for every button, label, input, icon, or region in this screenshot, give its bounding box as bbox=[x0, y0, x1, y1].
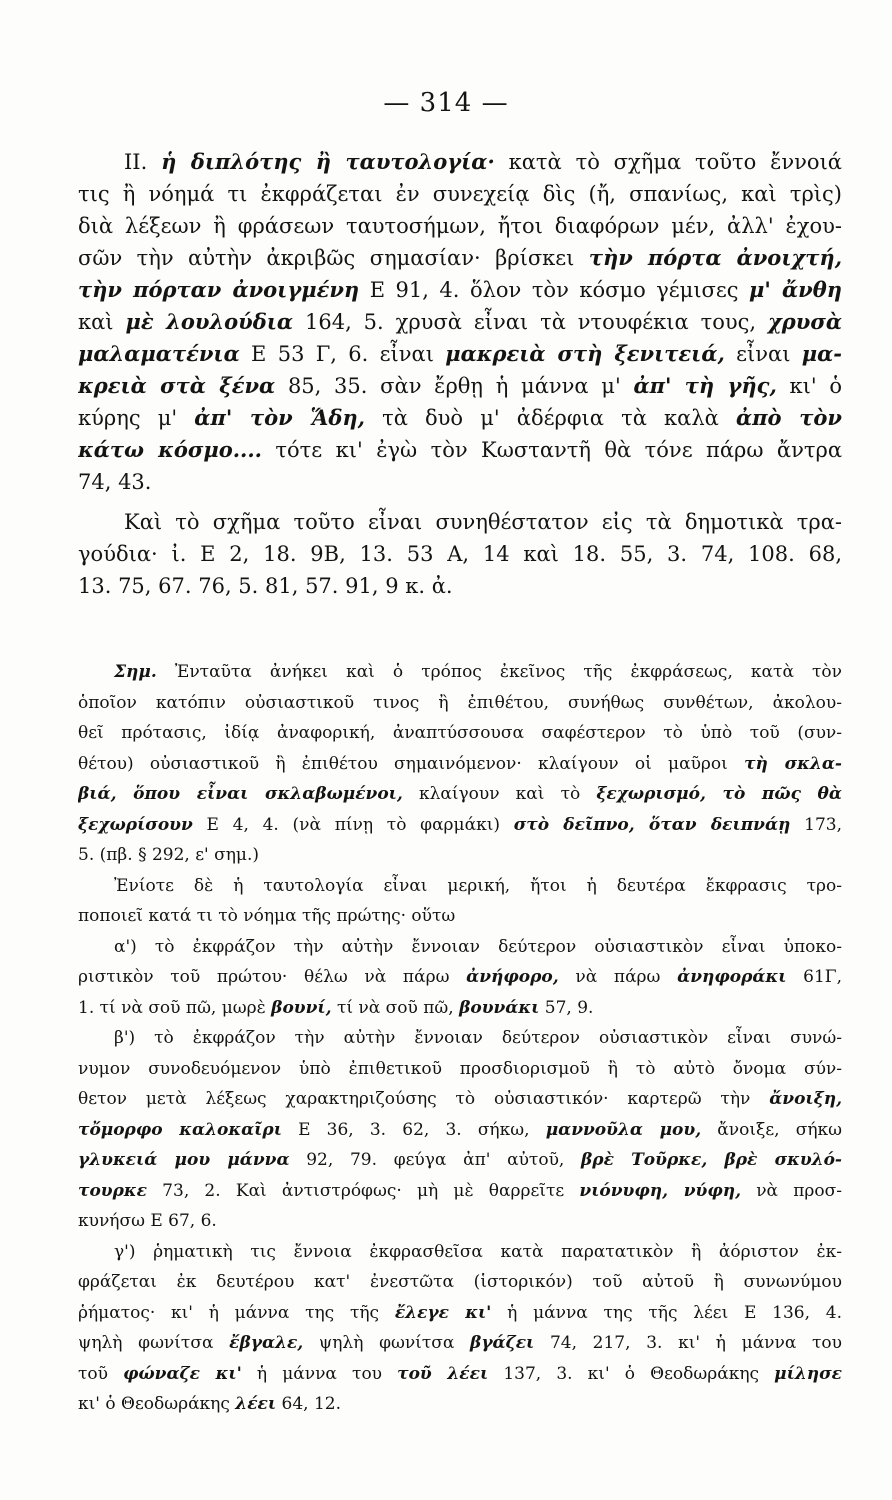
note-line: βιά, ὅπου εἶναι σκλαβωμένοι, κλαίγουν καὶ τὸ ξεχωρισμό, τὸ πῶς θὰ bbox=[78, 784, 842, 804]
note-line: ψηλὴ φωνίτσα ἔβγαλε, ψηλὴ φωνίτσα βγάζει 74, 217, 3. κι' ἡ μάννα του bbox=[78, 1333, 842, 1353]
note-line: ριστικὸν τοῦ πρώτου· θέλω νὰ πάρω ἀνήφορο, νὰ πάρω ἀνηφοράκι 61Γ, bbox=[78, 967, 842, 987]
text-line: τὴν πόρταν ἀνοιγμένη Ε 91, 4. ὅλον τὸν κόσμο γέμισες μ' ἄνθη bbox=[78, 277, 842, 302]
note-line: φράζεται ἐκ δευτέρου κατ' ἐνεστῶτα (ἱστορικόν) τοῦ αὐτοῦ ἢ συνωνύμου bbox=[78, 1272, 842, 1292]
text-line: γούδια· ἰ. Ε 2, 18. 9Β, 13. 53 Α, 14 καὶ 18. 55, 3. 74, 108. 68, bbox=[78, 542, 842, 566]
text-line: Καὶ τὸ σχῆμα τοῦτο εἶναι συνηθέστατον εἰς τὰ δημοτικὰ τρα- bbox=[124, 510, 842, 534]
note-line: ξεχωρίσουν Ε 4, 4. (νὰ πίνῃ τὸ φαρμάκι) στὸ δεῖπνο, ὅταν δειπνάῃ 173, bbox=[78, 814, 842, 835]
note-line: α') τὸ ἐκφράζον τὴν αὐτὴν ἔννοιαν δεύτερον οὐσιαστικὸν εἶναι ὑποκο- bbox=[114, 936, 842, 957]
text-line: τις ἢ νόημά τι ἐκφράζεται ἐν συνεχείᾳ δὶς (ἤ, σπανίως, καὶ τρὶς) bbox=[78, 182, 842, 206]
text-line: II. ἡ διπλότης ἢ ταυτολογία· κατὰ τὸ σχῆμα τοῦτο ἔννοιά bbox=[124, 149, 842, 174]
note-line: θετον μετὰ λέξεως χαρακτηριζούσης τὸ οὐσιαστικόν· καρτερῶ τὴν ἄνοιξη, bbox=[78, 1089, 842, 1109]
note-line: θεῖ πρότασις, ἰδίᾳ ἀναφορική, ἀναπτύσσουσα σαφέστερον τὸ ὑπὸ τοῦ (συν- bbox=[78, 723, 842, 743]
note-line: ὁποῖον κατόπιν οὐσιαστικοῦ τινος ἢ ἐπιθέτου, συνήθως συνθέτων, ἀκολου- bbox=[78, 692, 842, 713]
note-line: β') τὸ ἐκφράζον τὴν αὐτὴν ἔννοιαν δεύτερον οὐσιαστικὸν εἶναι συνώ- bbox=[114, 1028, 842, 1048]
text-line: κάτω κόσμο.... τότε κι' ἐγὼ τὸν Κωσταντῆ θὰ τόνε πάρω ἄντρα bbox=[78, 437, 842, 462]
text-line: κρειὰ στὰ ξένα 85, 35. σὰν ἔρθῃ ἡ μάννα μ' ἀπ' τὴ γῆς, κι' ὁ bbox=[78, 373, 842, 398]
text-line: σῶν τὴν αὐτὴν ἀκριβῶς σημασίαν· βρίσκει τὴν πόρτα ἀνοιχτή, bbox=[78, 245, 842, 270]
note-line: 1. τί νὰ σοῦ πῶ, μωρὲ βουνί, τί νὰ σοῦ πῶ, βουνάκι 57, 9. bbox=[78, 997, 594, 1018]
note-line: κυνήσω Ε 67, 6. bbox=[78, 1211, 217, 1231]
note-line: γλυκειά μου μάννα 92, 79. φεύγα ἀπ' αὐτοῦ, βρὲ Τοῦρκε, βρὲ σκυλό- bbox=[78, 1150, 842, 1170]
note-line: ῥήματος· κι' ἡ μάννα της τῆς ἔλεγε κι' ἡ μάννα της τῆς λέει Ε 136, 4. bbox=[78, 1302, 842, 1323]
note-line: γ') ῥηματικὴ τις ἔννοια ἐκφρασθεῖσα κατὰ παρατατικὸν ἢ ἀόριστον ἐκ- bbox=[114, 1241, 842, 1262]
text-line: διὰ λέξεων ἢ φράσεων ταυτοσήμων, ἤτοι διαφόρων μέν, ἀλλ' ἐχου- bbox=[78, 214, 842, 238]
notes-section bbox=[78, 657, 842, 1420]
main-section bbox=[78, 146, 842, 602]
text-line: 74, 43. bbox=[78, 470, 152, 494]
note-line: Ἐνίοτε δὲ ἡ ταυτολογία εἶναι μερική, ἤτοι ἡ δευτέρα ἔκφρασις τρο- bbox=[114, 875, 842, 896]
text-line: κύρης μ' ἀπ' τὸν Ἅδη, τὰ δυὸ μ' ἀδέρφια τὰ καλὰ ἀπὸ τὸν bbox=[78, 405, 842, 430]
note-line: τοῦ φώναζε κι' ἡ μάννα του τοῦ λέει 137, 3. κι' ὁ Θεοδωράκης μίλησε bbox=[78, 1363, 842, 1384]
note-line: κι' ὁ Θεοδωράκης λέει 64, 12. bbox=[78, 1394, 342, 1414]
note-line: τὄμορφο καλοκαῖρι Ε 36, 3. 62, 3. σήκω, μαννοῦλα μου, ἄνοιξε, σήκω bbox=[78, 1119, 842, 1140]
note-line: τουρκε 73, 2. Καὶ ἀντιστρόφως· μὴ μὲ θαρρεῖτε νιόνυφη, νύφη, νὰ προσ- bbox=[78, 1180, 842, 1201]
note-line: θέτου) οὐσιαστικοῦ ἢ ἐπιθέτου σημαινόμενον· κλαίγουν οἱ μαῦροι τὴ σκλα- bbox=[78, 753, 842, 774]
text-line: καὶ μὲ λουλούδια 164, 5. χρυσὰ εἶναι τὰ ντουφέκια τους, χρυσὰ bbox=[78, 309, 842, 334]
note-line: ποποιεῖ κατά τι τὸ νόημα τῆς πρώτης· οὕτω bbox=[78, 906, 456, 926]
note-line: Σημ. Ἐνταῦτα ἀνήκει καὶ ὁ τρόπος ἐκεῖνος τῆς ἐκφράσεως, κατὰ τὸν bbox=[114, 662, 842, 682]
text-line: μαλαματένια Ε 53 Γ, 6. εἶναι μακρειὰ στὴ ξενιτειά, εἶναι μα- bbox=[78, 341, 842, 366]
note-line: 5. (πβ. § 292, ε' σημ.) bbox=[78, 845, 259, 865]
page-number: — 314 — bbox=[383, 88, 509, 118]
note-line: νυμον συνοδευόμενον ὑπὸ ἐπιθετικοῦ προσδιορισμοῦ ἢ τὸ αὐτὸ ὄνομα σύν- bbox=[78, 1058, 842, 1079]
text-line: 13. 75, 67. 76, 5. 81, 57. 91, 9 κ. ἀ. bbox=[78, 574, 453, 598]
